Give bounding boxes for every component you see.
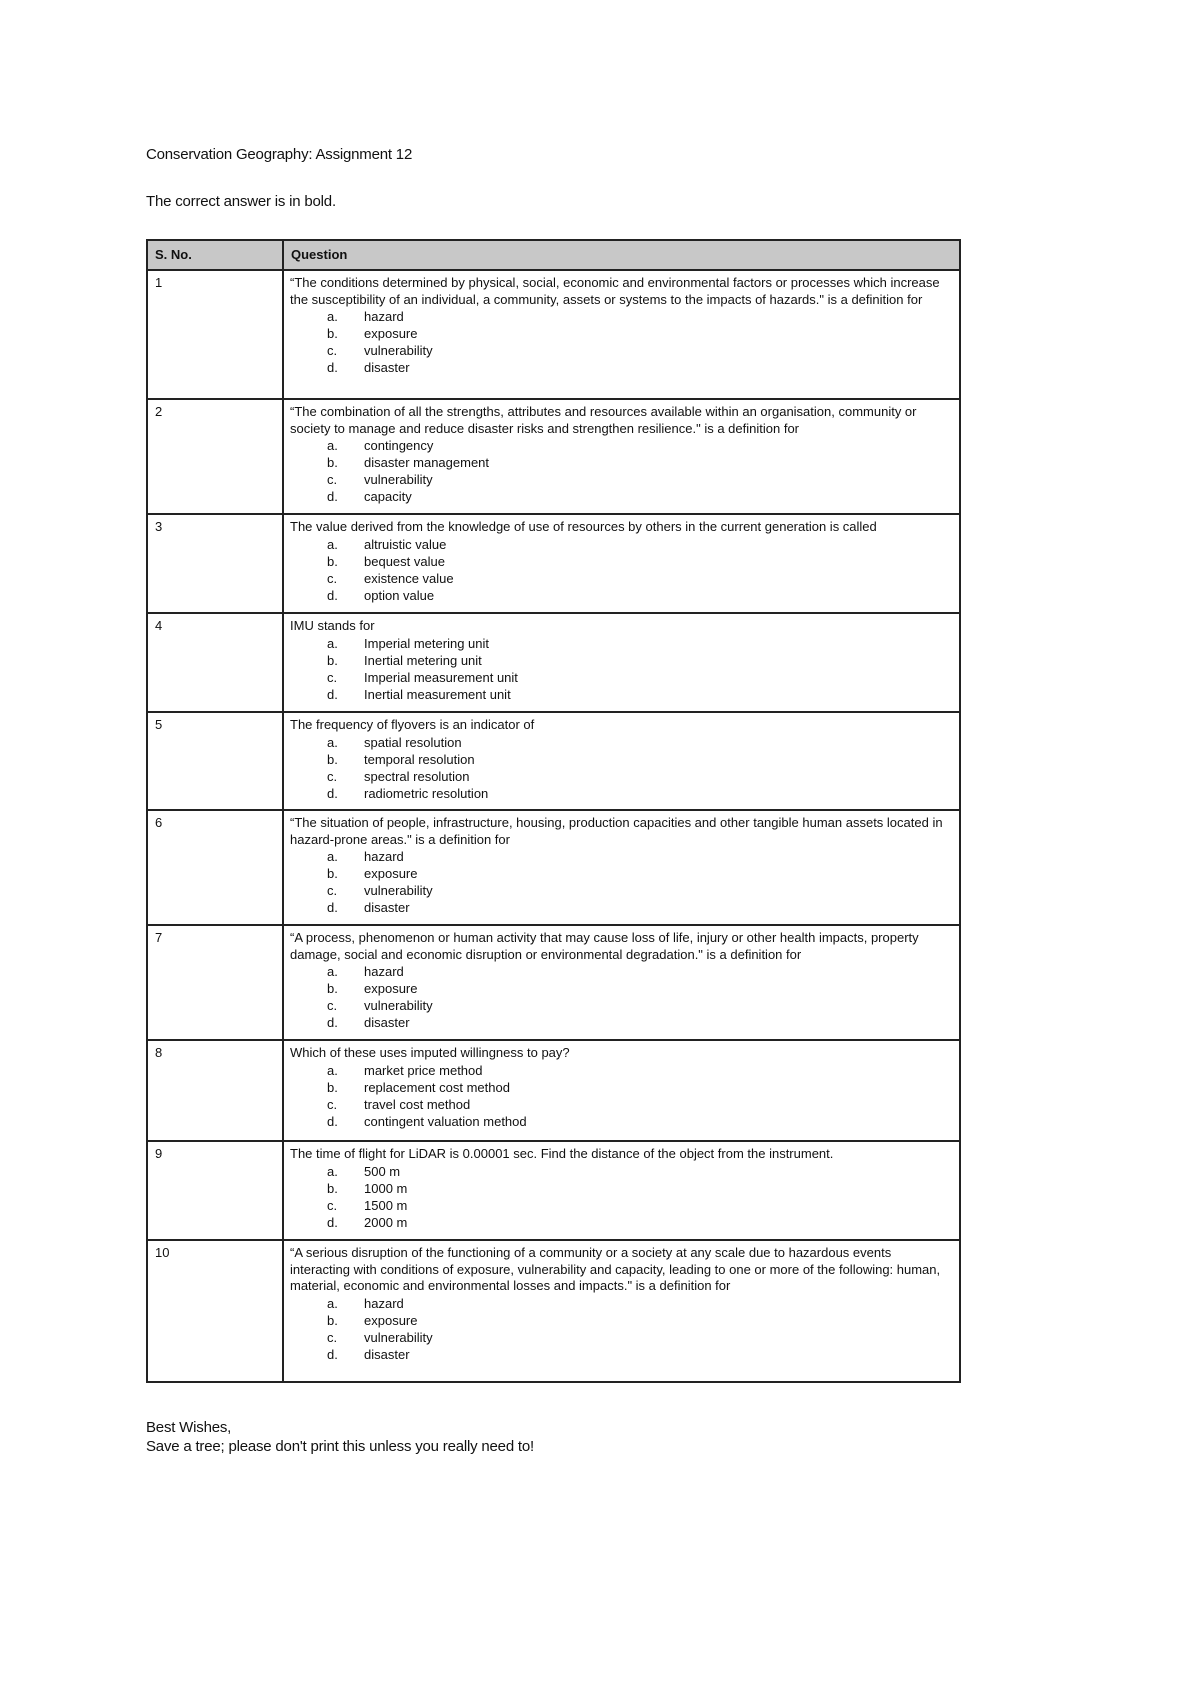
question-number: 3	[147, 514, 283, 613]
question-number: 7	[147, 925, 283, 1040]
option-list	[290, 963, 953, 1031]
option-text: vulnerability	[364, 1329, 433, 1345]
option-letter: b.	[327, 1312, 338, 1328]
table-row	[147, 399, 960, 514]
option-text: replacement cost method	[364, 1079, 510, 1095]
option-list	[290, 1295, 953, 1363]
option-text: option value	[364, 587, 435, 603]
option-letter: c.	[327, 343, 338, 359]
question-number: 1	[147, 270, 283, 399]
question-table	[146, 239, 961, 1383]
answer-option	[290, 342, 953, 359]
table-row	[147, 712, 960, 810]
answer-option	[290, 635, 953, 652]
option-text: contingency	[364, 438, 434, 454]
answer-option	[290, 536, 953, 553]
question-text: “A serious disruption of the functioning of a community or a society at any scale due to hazardous events interacting with conditions of exposure, vulnerability and capacity, leading to one or more of the following: human, material, economic and environmental losses and impacts." is a definition for	[290, 1245, 941, 1294]
option-letter: d.	[327, 489, 338, 505]
answer-option	[290, 359, 953, 376]
option-text: Imperial metering unit	[364, 635, 489, 651]
question-cell	[283, 1040, 960, 1141]
answer-option	[290, 308, 953, 325]
table-row	[147, 1141, 960, 1240]
table-row	[147, 1240, 960, 1382]
answer-option	[290, 669, 953, 686]
answer-option	[290, 325, 953, 342]
option-text: spectral resolution	[364, 768, 470, 784]
option-text: disaster	[364, 1015, 410, 1031]
option-letter: b.	[327, 1180, 338, 1196]
sno-header: S. No.	[147, 240, 283, 270]
option-letter: b.	[327, 751, 338, 767]
option-letter: d.	[327, 360, 338, 376]
option-letter: a.	[327, 1163, 338, 1179]
option-text: vulnerability	[364, 472, 433, 488]
option-letter: c.	[327, 472, 338, 488]
option-letter: d.	[327, 686, 338, 702]
option-letter: a.	[327, 849, 338, 865]
answer-option	[290, 652, 953, 669]
question-cell	[283, 712, 960, 810]
option-text: radiometric resolution	[364, 785, 489, 801]
table-header-row	[147, 240, 960, 270]
option-text: Inertial measurement unit	[364, 686, 511, 702]
option-text: hazard	[364, 309, 404, 325]
table-row	[147, 514, 960, 613]
table-row	[147, 810, 960, 925]
option-text: vulnerability	[364, 343, 433, 359]
table-row	[147, 613, 960, 712]
question-cell	[283, 1141, 960, 1240]
option-letter: b.	[327, 455, 338, 471]
closing-greeting: Best Wishes,	[146, 1419, 232, 1436]
answer-option	[290, 1214, 953, 1231]
question-text: “The combination of all the strengths, attributes and resources available within an organisation, community or society to manage and reduce disaster risks and strengthen resilience." is a definition for	[290, 404, 917, 436]
option-text: exposure	[364, 1312, 418, 1328]
question-number: 2	[147, 399, 283, 514]
option-letter: b.	[327, 1079, 338, 1095]
option-letter: b.	[327, 866, 338, 882]
option-letter: b.	[327, 652, 338, 668]
option-letter: d.	[327, 785, 338, 801]
option-text: temporal resolution	[364, 751, 475, 767]
question-cell	[283, 613, 960, 712]
question-text: “The situation of people, infrastructure, housing, production capacities and other tangible human assets located in hazard-prone areas." is a definition for	[290, 815, 943, 847]
answer-option	[290, 587, 953, 604]
option-text: exposure	[364, 326, 418, 342]
answer-option	[290, 1180, 953, 1197]
option-letter: a.	[327, 1295, 338, 1311]
option-letter: b.	[327, 981, 338, 997]
answer-option	[290, 882, 953, 899]
answer-option	[290, 454, 953, 471]
option-letter: c.	[327, 570, 338, 586]
question-number: 10	[147, 1240, 283, 1382]
question-table-body	[147, 270, 960, 1382]
closing-save-tree: Save a tree; please don't print this unless you really need to!	[146, 1438, 535, 1455]
option-letter: a.	[327, 536, 338, 552]
answer-option	[290, 1295, 953, 1312]
option-text: vulnerability	[364, 998, 433, 1014]
answer-option	[290, 751, 953, 768]
option-letter: a.	[327, 309, 338, 325]
option-letter: c.	[327, 669, 338, 685]
question-header: Question	[283, 240, 960, 270]
option-letter: d.	[327, 1346, 338, 1362]
question-cell	[283, 925, 960, 1040]
option-letter: c.	[327, 1329, 338, 1345]
answer-option	[290, 437, 953, 454]
answer-option	[290, 1062, 953, 1079]
option-letter: d.	[327, 1113, 338, 1129]
question-cell	[283, 514, 960, 613]
answer-option	[290, 488, 953, 505]
table-row	[147, 1040, 960, 1141]
option-text: disaster	[364, 900, 410, 916]
option-text: hazard	[364, 1295, 404, 1311]
option-list	[290, 848, 953, 916]
option-text: bequest value	[364, 553, 445, 569]
option-letter: c.	[327, 768, 338, 784]
answer-option	[290, 1197, 953, 1214]
option-text: travel cost method	[364, 1096, 471, 1112]
option-text: Inertial metering unit	[364, 652, 482, 668]
answer-option	[290, 848, 953, 865]
option-letter: c.	[327, 1197, 338, 1213]
answer-option	[290, 734, 953, 751]
question-cell	[283, 270, 960, 399]
option-letter: c.	[327, 998, 338, 1014]
answer-option	[290, 570, 953, 587]
option-text: altruistic value	[364, 536, 447, 552]
question-text: IMU stands for	[290, 618, 375, 633]
option-text: existence value	[364, 570, 454, 586]
answer-option	[290, 1346, 953, 1363]
option-letter: b.	[327, 553, 338, 569]
question-text: The time of flight for LiDAR is 0.00001 sec. Find the distance of the object from the instrument.	[290, 1146, 834, 1161]
answer-option	[290, 1113, 953, 1130]
question-number: 6	[147, 810, 283, 925]
answer-option	[290, 1096, 953, 1113]
option-letter: c.	[327, 1096, 338, 1112]
answer-option	[290, 553, 953, 570]
answer-option	[290, 1329, 953, 1346]
question-number: 5	[147, 712, 283, 810]
option-letter: c.	[327, 883, 338, 899]
option-list	[290, 437, 953, 505]
answer-option	[290, 686, 953, 703]
document-title: Conservation Geography: Assignment 12	[146, 146, 413, 163]
option-text: 1500 m	[364, 1197, 408, 1213]
question-number: 4	[147, 613, 283, 712]
option-letter: d.	[327, 900, 338, 916]
option-text: spatial resolution	[364, 734, 462, 750]
option-letter: a.	[327, 635, 338, 651]
question-cell	[283, 810, 960, 925]
table-row	[147, 270, 960, 399]
option-list	[290, 1062, 953, 1130]
option-text: contingent valuation method	[364, 1113, 527, 1129]
option-list	[290, 1163, 953, 1231]
question-text: The frequency of flyovers is an indicator of	[290, 717, 535, 732]
option-letter: a.	[327, 1062, 338, 1078]
question-text: The value derived from the knowledge of use of resources by others in the current generation is called	[290, 519, 877, 534]
answer-option	[290, 768, 953, 785]
option-text: 2000 m	[364, 1214, 408, 1230]
table-row	[147, 925, 960, 1040]
option-letter: a.	[327, 734, 338, 750]
option-text: hazard	[364, 849, 404, 865]
question-text: “A process, phenomenon or human activity that may cause loss of life, injury or other health impacts, property damage, social and economic disruption or environmental degradation." is a definition for	[290, 930, 919, 962]
answer-option	[290, 1014, 953, 1031]
question-cell	[283, 399, 960, 514]
question-text: Which of these uses imputed willingness to pay?	[290, 1045, 570, 1060]
option-text: disaster	[364, 1346, 410, 1362]
option-letter: d.	[327, 1214, 338, 1230]
question-text: “The conditions determined by physical, social, economic and environmental factors or processes which increase the susceptibility of an individual, a community, assets or systems to the impacts of hazards." is a definition for	[290, 275, 940, 307]
option-text: Imperial measurement unit	[364, 669, 518, 685]
option-text: exposure	[364, 866, 418, 882]
answer-note: The correct answer is in bold.	[146, 193, 336, 210]
closing-note	[146, 1418, 534, 1456]
option-text: 500 m	[364, 1163, 401, 1179]
answer-option	[290, 1312, 953, 1329]
option-text: exposure	[364, 981, 418, 997]
option-list	[290, 635, 953, 703]
answer-option	[290, 471, 953, 488]
question-number: 8	[147, 1040, 283, 1141]
answer-option	[290, 899, 953, 916]
answer-option	[290, 785, 953, 802]
answer-option	[290, 980, 953, 997]
question-number: 9	[147, 1141, 283, 1240]
option-text: hazard	[364, 964, 404, 980]
option-text: disaster	[364, 360, 410, 376]
question-cell	[283, 1240, 960, 1382]
option-list	[290, 308, 953, 376]
option-text: 1000 m	[364, 1180, 408, 1196]
answer-option	[290, 1163, 953, 1180]
option-text: disaster management	[364, 455, 490, 471]
option-list	[290, 536, 953, 604]
option-text: vulnerability	[364, 883, 433, 899]
answer-option	[290, 963, 953, 980]
option-letter: a.	[327, 964, 338, 980]
option-letter: a.	[327, 438, 338, 454]
option-list	[290, 734, 953, 802]
option-letter: d.	[327, 587, 338, 603]
answer-option	[290, 865, 953, 882]
answer-option	[290, 997, 953, 1014]
answer-option	[290, 1079, 953, 1096]
option-text: market price method	[364, 1062, 483, 1078]
option-text: capacity	[364, 489, 412, 505]
option-letter: d.	[327, 1015, 338, 1031]
option-letter: b.	[327, 326, 338, 342]
